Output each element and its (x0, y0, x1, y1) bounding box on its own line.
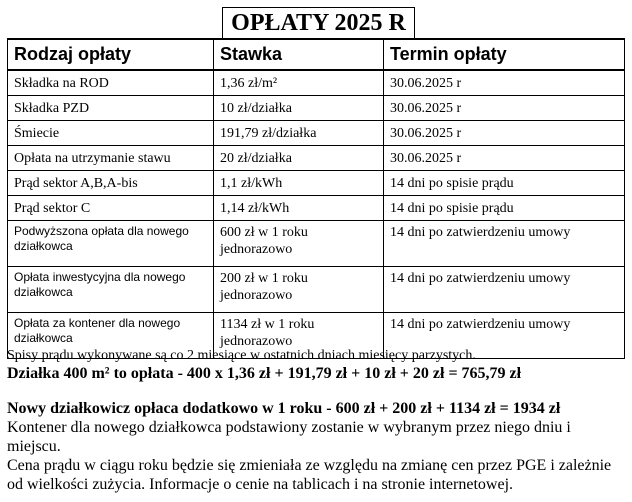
electricity-price-note: Cena prądu w ciągu roku będzie się zmieniała ze względu na zmianę cen przez PGE i zależnie od wielkości zużycia. Informacje o cenie na tablicach i na stronie internetowej. (7, 457, 612, 493)
due-cell: 30.06.2025 r (384, 121, 625, 146)
due-cell: 30.06.2025 r (384, 146, 625, 171)
container-note: Kontener dla nowego działkowca podstawiony zostanie w wybranym przez niego dniu i miejscu. (7, 419, 571, 455)
fee-type-cell: Śmiecie (8, 121, 214, 146)
rate-cell: 10 zł/działka (214, 96, 384, 121)
table-row (8, 267, 625, 313)
fee-type-cell: Opłata na utrzymanie stawu (8, 146, 214, 171)
example-calculation: Działka 400 m² to opłata - 400 x 1,36 zł + 191,79 zł + 10 zł + 20 zł = 765,79 zł (7, 365, 522, 382)
table-row (8, 196, 625, 221)
fee-type-cell: Opłata za kontener dla nowego działkowca (8, 313, 214, 359)
due-cell: 30.06.2025 r (384, 96, 625, 121)
fee-type-cell: Prąd sektor A,B,A-bis (8, 171, 214, 196)
rate-cell: 191,79 zł/działka (214, 121, 384, 146)
fee-type-cell: Opłata inwestycyjna dla nowego działkowca (8, 267, 214, 313)
table-header-row (8, 39, 625, 70)
fee-type-cell: Podwyższona opłata dla nowego działkowca (8, 221, 214, 267)
table-row (8, 96, 625, 121)
notes-section (7, 347, 624, 494)
due-cell: 14 dni po spisie prądu (384, 171, 625, 196)
meter-reading-note: Spisy prądu wykonywane są co 2 miesiące w ostatnich dniach miesięcy parzystych. (7, 348, 476, 363)
document-title: OPŁATY 2025 R (222, 7, 415, 38)
rate-cell: 20 zł/działka (214, 146, 384, 171)
spacer (7, 383, 624, 399)
rate-cell: 1,36 zł/m² (214, 70, 384, 96)
new-member-calculation: Nowy działkowicz opłaca dodatkowo w 1 roku - 600 zł + 200 zł + 1134 zł = 1934 zł (7, 400, 561, 417)
due-cell: 30.06.2025 r (384, 70, 625, 96)
table-row (8, 146, 625, 171)
table-row (8, 70, 625, 96)
table-row (8, 171, 625, 196)
rate-cell: 200 zł w 1 roku jednorazowo (214, 267, 384, 313)
due-cell: 14 dni po zatwierdzeniu umowy (384, 221, 625, 267)
rate-cell: 1,1 zł/kWh (214, 171, 384, 196)
due-cell: 14 dni po zatwierdzeniu umowy (384, 267, 625, 313)
rate-cell: 600 zł w 1 roku jednorazowo (214, 221, 384, 267)
fee-type-cell: Składka PZD (8, 96, 214, 121)
rate-cell: 1,14 zł/kWh (214, 196, 384, 221)
fee-type-cell: Prąd sektor C (8, 196, 214, 221)
due-cell: 14 dni po zatwierdzeniu umowy (384, 313, 625, 359)
table-row (8, 121, 625, 146)
header-due-date: Termin opłaty (384, 39, 625, 70)
header-fee-type: Rodzaj opłaty (8, 39, 214, 70)
fees-table (7, 38, 625, 359)
header-rate: Stawka (214, 39, 384, 70)
rate-cell: 1134 zł w 1 roku jednorazowo (214, 313, 384, 359)
table-row (8, 221, 625, 267)
fee-type-cell: Składka na ROD (8, 70, 214, 96)
due-cell: 14 dni po spisie prądu (384, 196, 625, 221)
